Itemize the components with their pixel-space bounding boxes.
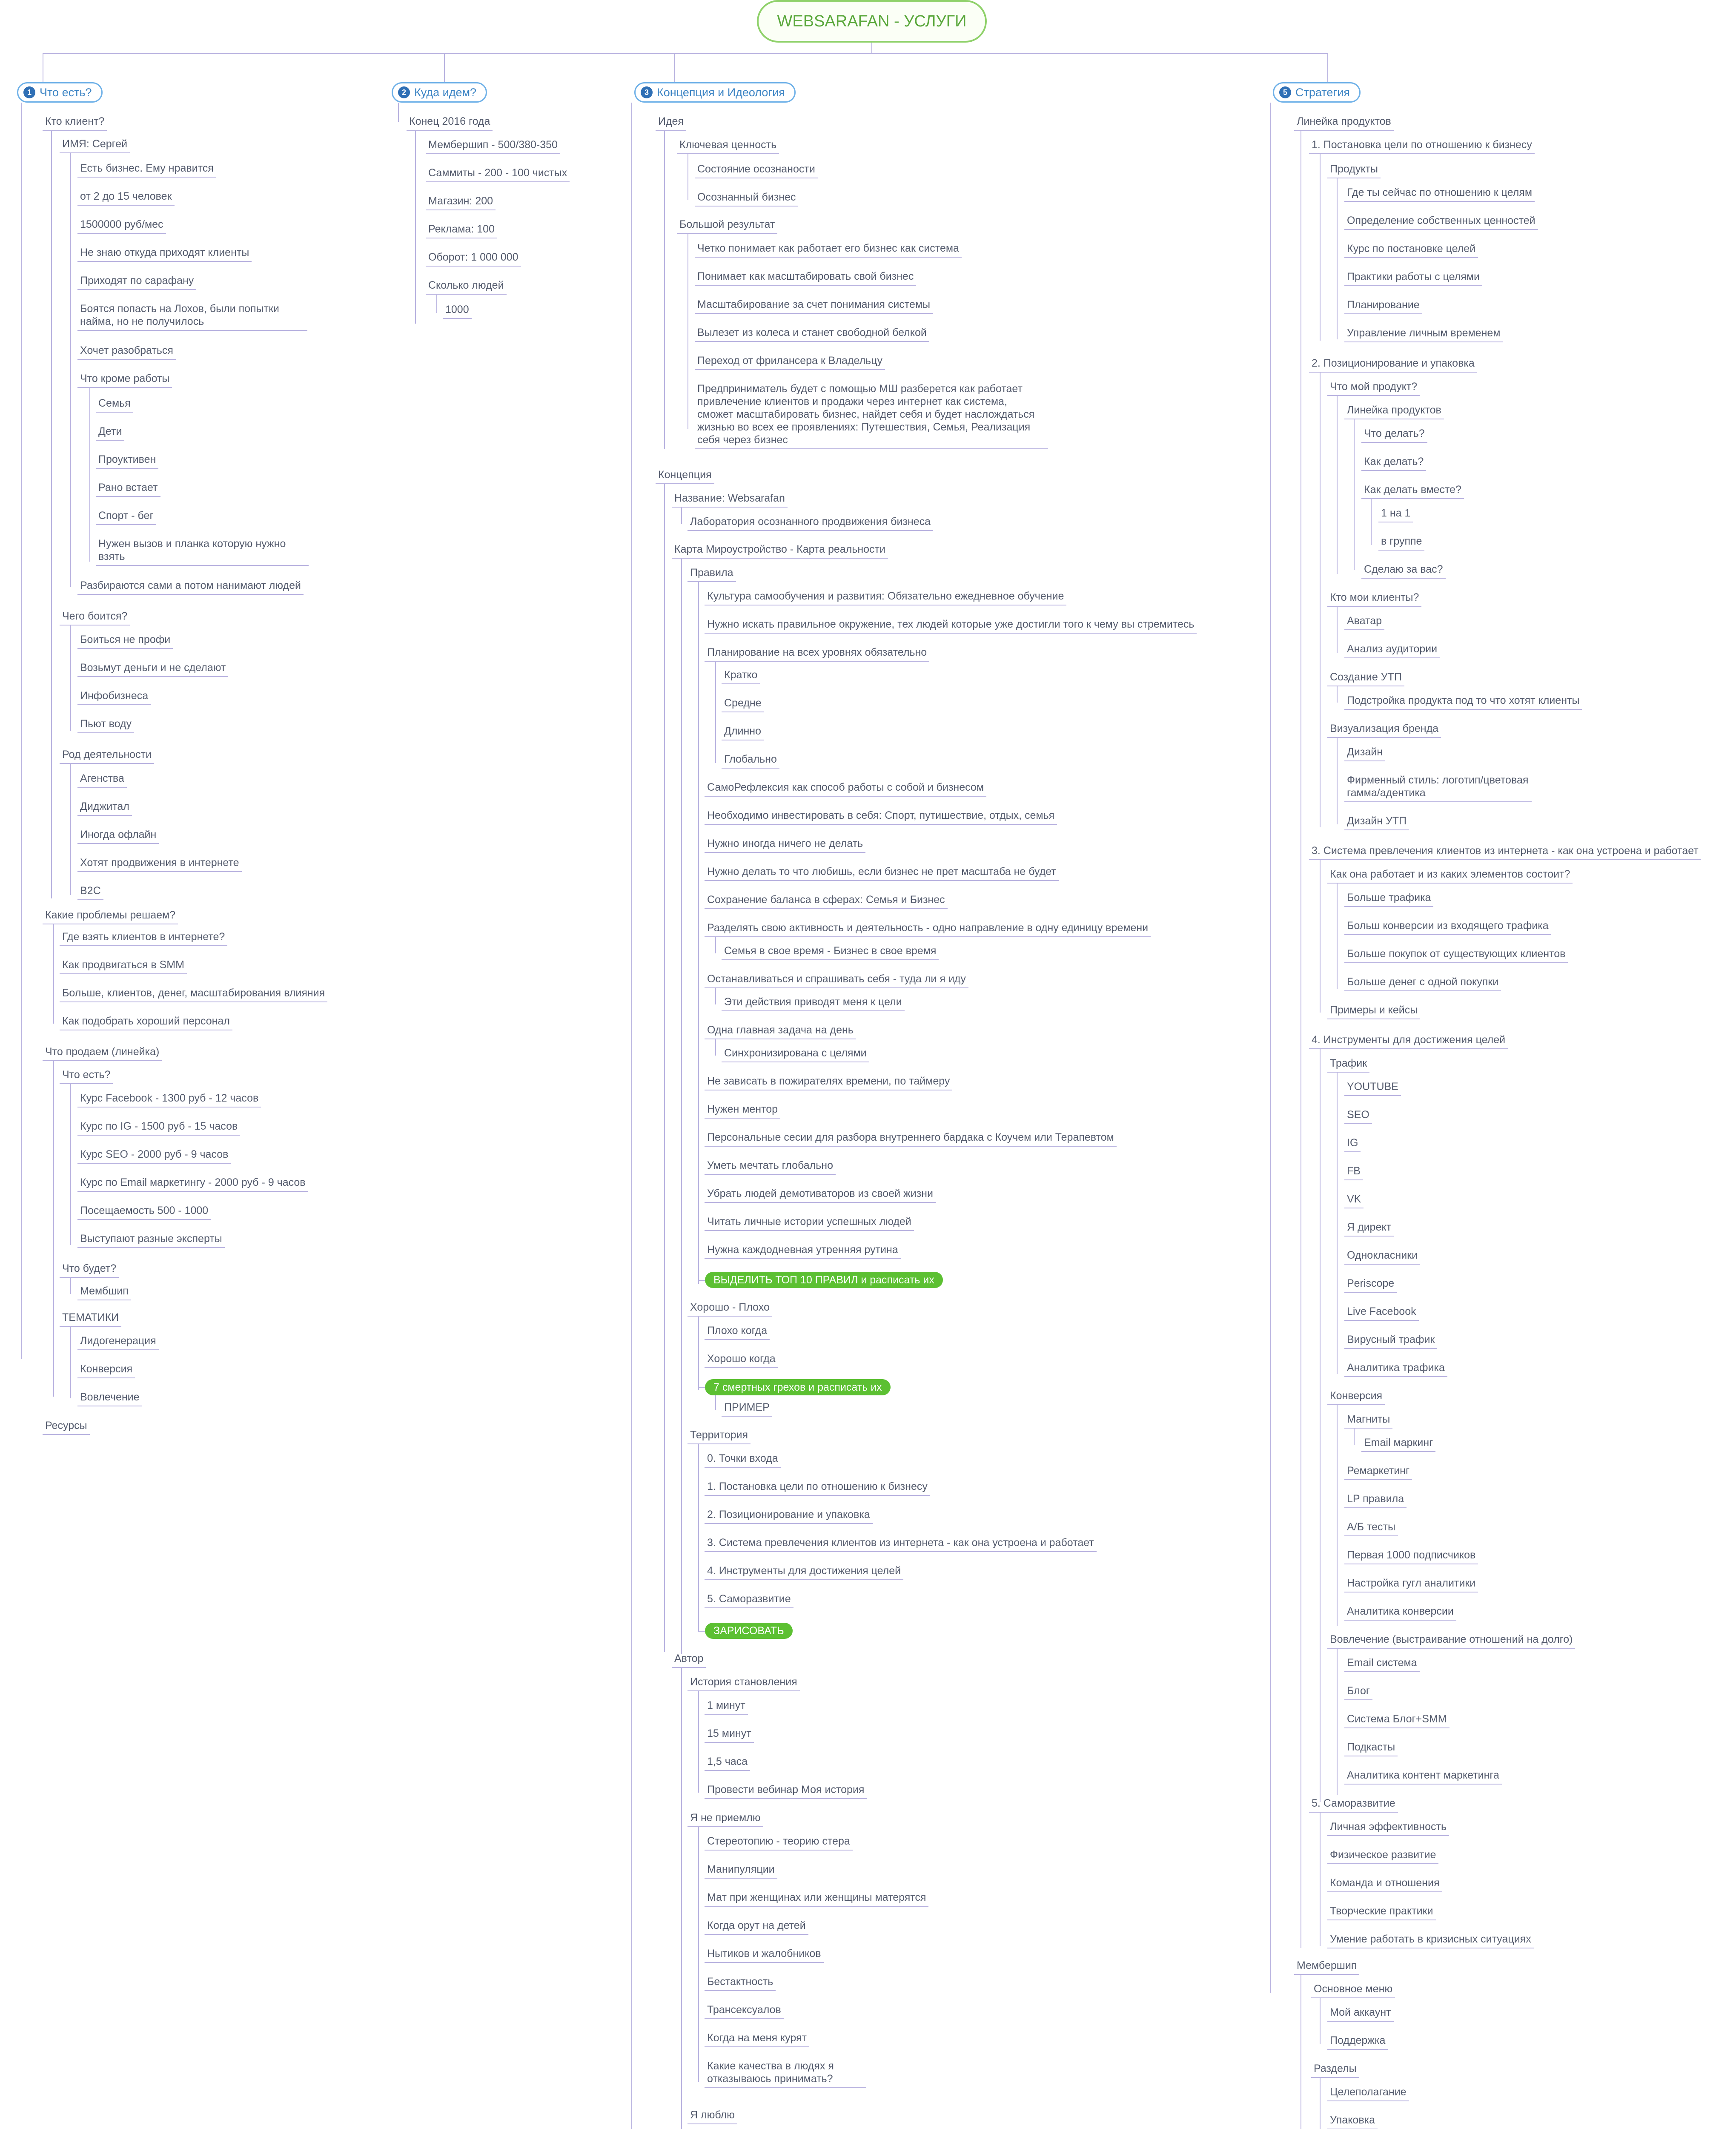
node-rule-sub[interactable]: Эти действия приводят меня к цели [722,996,905,1011]
node-dont-item[interactable]: Нытиков и жалобников [705,1947,824,1963]
c5-menu-spine [1320,1997,1321,2044]
node-territory-item[interactable]: 4. Инструменты для достижения целей [705,1564,903,1580]
topic-where-going[interactable] [392,82,487,103]
node-rule[interactable]: Не зависать в пожирателях времени, по таймеру [705,1075,952,1090]
node-together-item[interactable]: 1 на 1 [1378,507,1413,522]
node-name[interactable]: ИМЯ: Сергей [60,138,130,153]
node-result-item[interactable]: Вылезет из колеса и станет свободной белкой [695,326,929,342]
node-end-2016[interactable]: Конец 2016 года [407,115,493,131]
node-conv-item[interactable]: Аналитика конверсии [1344,1605,1456,1621]
node-utp-sub[interactable]: Подстройка продукта под то что хотят клиенты [1344,694,1582,710]
node-traffic-item[interactable]: Periscope [1344,1277,1397,1293]
node-krome-item[interactable]: Спорт - бег [96,509,156,525]
node-rule[interactable]: Нужно искать правильное окружение, тех людей которые уже достигли того к чему вы стремитесь [705,618,1197,634]
node-course-item[interactable]: Курс по IG - 1500 руб - 15 часов [77,1120,240,1136]
node-how-item[interactable]: Больше трафика [1344,891,1433,907]
node-plan-item[interactable]: Кратко [722,669,760,684]
c1-name-spine [70,152,71,587]
node-resources[interactable]: Ресурсы [43,1419,90,1435]
c5-s5-spine [1320,1812,1321,1946]
node-course-item[interactable]: Курс по Email маркетингу - 2000 руб - 9 часов [77,1176,308,1192]
node-territory-item[interactable]: 3. Система превлечения клиентов из интернета - как она устроена и работает [705,1536,1097,1552]
c3-example-spine [715,1395,716,1410]
task-badge-sketch[interactable]: ЗАРИСОВАТЬ [705,1623,793,1639]
node-dont-item[interactable]: Трансексуалов [705,2003,784,2019]
node-history-item[interactable]: Провести вебинар Моя история [705,1783,867,1799]
c1-will-spine [70,1277,71,1294]
c1-problems-spine [53,924,54,1024]
node-traffic-item[interactable]: VK [1344,1193,1364,1208]
node-conversion[interactable]: Конверсия [1327,1389,1385,1405]
node-traffic-item[interactable]: IG [1344,1136,1361,1152]
node-activity-item[interactable]: Иногда офлайн [77,828,159,844]
c5-s4-spine [1320,1048,1321,1802]
c1-sell-spine [53,1060,54,1397]
root-to-c5 [1327,53,1328,82]
node-menu-item[interactable]: Мой аккаунт [1327,2006,1394,2022]
node-fear-item[interactable]: Инфобизнеса [77,689,151,705]
node-rule[interactable]: Разделять свою активность и деятельность - одно направление в одну единицу времени [705,921,1151,937]
node-magnets[interactable]: Магниты [1344,1413,1392,1429]
node-krome-item[interactable]: Семья [96,397,133,413]
node-cases[interactable]: Примеры и кейсы [1327,1004,1420,1019]
node-strategy-step[interactable]: 2. Позиционирование и упаковка [1309,357,1477,373]
node-krome-item[interactable]: Проуктивен [96,453,158,469]
root-stem [871,43,872,53]
node-krome-item[interactable]: Рано встает [96,481,160,497]
node-goal-item[interactable]: Реклама: 100 [426,223,497,238]
node-rule[interactable]: Культура самообучения и развития: Обязательно ежедневное обучение [705,590,1066,605]
node-brand-name[interactable]: Название: Websarafan [672,492,788,508]
c3-goodbad-spine [698,1316,699,1390]
node-goal-item[interactable]: Оборот: 1 000 000 [426,251,521,267]
topic-strategy[interactable] [1273,82,1361,103]
node-viz-item[interactable]: Фирменный стиль: логотип/цветовая гамма/адентика [1344,774,1532,802]
c5-magnets-spine [1354,1428,1355,1445]
node-territory-item[interactable]: 1. Постановка цели по отношению к бизнесу [705,1480,930,1496]
node-idea[interactable]: Идея [656,115,686,131]
node-dont-item[interactable]: Манипуляции [705,1863,777,1879]
node-plan-item[interactable]: Средне [722,697,764,712]
c1-activity-spine [70,763,71,895]
node-how-item[interactable]: Больше денег с одной покупки [1344,976,1501,991]
node-territory-item[interactable]: 5. Саморазвитие [705,1592,794,1608]
node-course-item[interactable]: Курс SEO - 2000 руб - 9 часов [77,1148,231,1164]
node-key-item[interactable]: Состояние осознаности [695,163,818,178]
node-rule[interactable]: Планирование на всех уровнях обязательно [705,646,929,662]
c5-how-spine [1337,883,1338,989]
c3-task-spine [715,1039,716,1056]
node-sections[interactable]: Разделы [1311,2062,1359,2078]
node-together-item[interactable]: в группе [1378,535,1424,551]
root-to-c2 [444,53,445,82]
node-result-item[interactable]: Четко понимает как работает его бизнес как система [695,242,962,258]
node-topic-item[interactable]: Лидогенерация [77,1334,159,1350]
c1-client-spine [51,130,52,898]
node-rule[interactable]: Уметь мечтать глобально [705,1159,836,1175]
node-selfdev-item[interactable]: Творческие практики [1327,1905,1436,1920]
c3-concept-spine [664,483,665,1652]
node-name-item[interactable]: 1500000 руб/мес [77,218,166,234]
node-rule-sub[interactable]: Синхронизирована с целями [722,1047,869,1062]
node-viz-item[interactable]: Дизайн УТП [1344,815,1409,830]
node-name-item[interactable]: от 2 до 15 человек [77,190,175,206]
node-rules[interactable]: Правила [688,566,736,582]
node-line2-item[interactable]: Как делать? [1361,455,1426,471]
node-activity-item[interactable]: B2C [77,884,103,900]
node-problem-item[interactable]: Как продвигаться в SMM [60,958,187,974]
node-conv-item[interactable]: Первая 1000 подписчиков [1344,1549,1478,1564]
node-engage-item[interactable]: Блог [1344,1684,1372,1700]
node-krome-item[interactable]: Нужен вызов и планка которую нужно взять [96,537,309,566]
c5-traffic-spine [1337,1072,1338,1374]
root-to-c3 [674,53,675,82]
node-result-item[interactable]: Переход от фрилансера к Владельцу [695,354,885,370]
c1-fears-spine [70,625,71,731]
node-conv-item[interactable]: Ремаркетинг [1344,1464,1412,1480]
node-result-item[interactable]: Масштабирование за счет понимания системы [695,298,933,314]
c5-viz-spine [1337,737,1338,824]
node-history-item[interactable]: 1,5 часа [705,1755,750,1771]
node-how-works[interactable]: Как она работает и из каких элементов состоит? [1327,868,1573,884]
node-my-clients[interactable]: Кто мои клиенты? [1327,591,1421,607]
node-problem-item[interactable]: Где взять клиентов в интернете? [60,930,227,946]
node-product-item[interactable]: Определение собственных ценностей [1344,214,1538,230]
node-rule[interactable]: Сохранение баланса в сферах: Семья и Бизнес [705,893,948,909]
c5-s1-spine [1320,153,1321,341]
node-goal-item[interactable]: Саммиты - 200 - 100 чистых [426,166,570,182]
c3-green3-link [698,1631,705,1632]
node-traffic-item[interactable]: Одноклаcники [1344,1249,1420,1265]
node-topic-item[interactable]: Конверсия [77,1363,135,1378]
c2-goals-spine [415,130,416,324]
node-history-item[interactable]: 1 минут [705,1699,748,1715]
root-node[interactable]: WEBSARAFAN - УСЛУГИ [757,0,987,43]
c3-green2-link [698,1387,705,1388]
topic-what-is[interactable] [17,82,103,103]
node-rule[interactable]: Останавливаться и спрашивать себя - туда ли я иду [705,973,968,988]
node-activity-item[interactable]: Агенства [77,772,127,788]
c5-utp-spine [1337,686,1338,703]
node-who-client[interactable]: Кто клиент? [43,115,107,131]
node-line2-item[interactable]: Что делать? [1361,427,1427,443]
node-plan-item[interactable]: Длинно [722,725,764,740]
c3-territory-spine [698,1443,699,1631]
node-topics[interactable]: ТЕМАТИКИ [60,1311,121,1327]
c3-stop-spine [715,987,716,1004]
node-we-sell[interactable]: Что продаем (линейка) [43,1045,162,1061]
node-example[interactable]: ПРИМЕР [722,1401,772,1417]
node-activity-item[interactable]: Хотят продвижения в интернете [77,856,242,872]
c3-separate-spine [715,936,716,953]
node-my-product[interactable]: Что мой продукт? [1327,380,1420,396]
node-engage-item[interactable]: Аналитика контент маркетинга [1344,1769,1502,1785]
node-i-love[interactable]: Я люблю [688,2109,737,2124]
node-rule[interactable]: Нужна каждодневная утренняя рутина [705,1243,901,1259]
node-viz-item[interactable]: Дизайн [1344,746,1385,761]
node-course-item[interactable]: Курс Facebook - 1300 руб - 12 часов [77,1092,261,1108]
node-what-will[interactable]: Что будет? [60,1262,119,1278]
node-how-item[interactable]: Больш конверсии из входящего трафика [1344,919,1551,935]
c1-spine [21,103,22,1359]
c5-myproduct-spine [1337,395,1338,574]
node-activity[interactable]: Род деятельности [60,748,154,764]
node-author[interactable]: Автор [672,1652,706,1668]
c5-together-spine [1371,498,1372,545]
node-dont-item[interactable]: Стереотопию - теорию стера [705,1835,853,1851]
c5-clients-spine [1337,606,1338,653]
node-krome-item[interactable]: Дети [96,425,124,441]
root-connector [43,53,1328,54]
c5-conv-spine [1337,1404,1338,1626]
c5-spine [1270,103,1271,1993]
node-brand-viz[interactable]: Визуализация бренда [1327,722,1441,738]
node-name-item[interactable]: Не знаю откуда приходят клиенты [77,246,252,262]
node-selfdev-item[interactable]: Команда и отношения [1327,1877,1442,1892]
node-conv-item[interactable]: А/Б тесты [1344,1521,1398,1536]
node-name-item[interactable]: Что кроме работы [77,372,172,388]
c1-topics-spine [70,1326,71,1398]
c3-map-spine [681,558,682,1654]
topic-label: Стратегия [1295,86,1350,99]
c1-exists-spine [70,1083,71,1245]
node-name-item[interactable]: Есть бизнес. Ему нравится [77,162,216,178]
node-traffic-item[interactable]: SEO [1344,1108,1372,1124]
topic-number-badge: 3 [641,86,653,98]
node-territory[interactable]: Территория [688,1429,751,1444]
node-line2-item[interactable]: Сделаю за вас? [1361,563,1446,579]
node-problem-item[interactable]: Больше, клиентов, денег, масштабирования влияния [60,987,327,1002]
c3-idea-spine [664,130,665,449]
c5-engage-spine [1337,1648,1338,1795]
node-product-line-2[interactable]: Линейка продуктов [1344,404,1444,419]
node-fear-item[interactable]: Возьмут деньги и не сделают [77,661,228,677]
node-key-item[interactable]: Осознанный бизнес [695,191,798,207]
c5-s3-spine [1320,859,1321,1013]
node-big-result[interactable]: Большой результат [677,218,777,234]
node-selfdev-item[interactable]: Физическое развитие [1327,1848,1438,1864]
node-name-item[interactable]: Боятся попасть на Лохов, были попытки найма, но не получилось [77,302,307,331]
topic-label: Что есть? [40,86,92,99]
node-concept[interactable]: Концепция [656,468,714,484]
c3-plan-spine [715,661,716,763]
c3-rules-spine [698,581,699,1284]
node-laboratory[interactable]: Лаборатория осознанного продвижения бизнеса [688,515,933,531]
node-traffic-item[interactable]: Вирусный трафик [1344,1333,1437,1349]
c5-s2-spine [1320,372,1321,827]
node-rule[interactable]: Необходимо инвестировать в себя: Спорт, путишествие, отдых, семья [705,809,1057,825]
node-result-item[interactable]: Предприниматель будет с помощью МШ разберется как работает привлечение клиентов и продажи через интернет как система, сможет масштабировать бизнес, найдет себя и будет наслождаться жизнью во всех ее проявлениях: Путешествия, Семья, Реализация себя через бизнес [695,382,1048,449]
node-good-bad-item[interactable]: Хорошо когда [705,1352,778,1368]
node-product-item[interactable]: Практики работы с целями [1344,270,1482,286]
node-rule[interactable]: Нужен ментор [705,1103,780,1119]
node-dont-item[interactable]: Когда орут на детей [705,1919,808,1935]
node-traffic-item[interactable]: Аналитика трафика [1344,1361,1447,1377]
topic-number-badge: 1 [23,86,35,98]
node-traffic-item[interactable]: Я директ [1344,1221,1394,1237]
node-problems[interactable]: Какие проблемы решаем? [43,909,178,924]
node-conv-item[interactable]: Настройка гугл аналитики [1344,1577,1478,1592]
node-dont-item[interactable]: Когда на меня курят [705,2031,809,2047]
topic-label: Куда идем? [414,86,477,99]
node-product-item[interactable]: Курс по постановке целей [1344,242,1478,258]
c3-author-spine [681,1667,682,2129]
node-section-item[interactable]: Целеполагание [1327,2086,1409,2101]
node-rule[interactable]: Убрать людей демотиваторов из своей жизни [705,1187,936,1203]
node-good-bad[interactable]: Хорошо - Плохо [688,1301,772,1317]
node-dont-item[interactable]: Бестактность [705,1975,776,1991]
c3-history-spine [698,1690,699,1793]
node-rule[interactable]: Одна главная задача на день [705,1024,856,1039]
node-selfdev-item[interactable]: Личная эффективность [1327,1820,1449,1836]
node-engage-item[interactable]: Система Блог+SMM [1344,1713,1450,1728]
node-goal-item[interactable]: Сколько людей [426,279,507,295]
node-engagement[interactable]: Вовлечение (выстраивание отношений на долго) [1327,1633,1575,1649]
node-good-bad-item[interactable]: Плохо когда [705,1324,770,1340]
c3-spine [631,103,632,2129]
c5-line2-spine [1354,419,1355,570]
node-selfdev-item[interactable]: Умение работать в кризисных ситуациях [1327,1933,1534,1948]
node-history-item[interactable]: 15 минут [705,1727,754,1743]
c3-dont-spine [698,1826,699,2082]
node-people-count[interactable]: 1000 [443,303,472,319]
node-product-item[interactable]: Управление личным временем [1344,327,1503,342]
node-territory-item[interactable]: 0. Точки входа [705,1452,781,1468]
node-fear-item[interactable]: Боиться не профи [77,633,173,649]
node-name-item[interactable]: Приходят по сарафану [77,274,196,290]
node-dont-item[interactable]: Мат при женщинах или женщины матерятся [705,1891,928,1907]
topic-number-badge: 5 [1279,86,1291,98]
topic-concept[interactable] [634,82,796,103]
c5-products-spine [1337,178,1338,339]
task-badge-seven-sins[interactable]: 7 смертных грехов и расписать их [705,1379,891,1395]
node-fear-item[interactable]: Пьют воду [77,717,134,733]
node-how-item[interactable]: Больше покупок от существующих клиентов [1344,947,1568,963]
node-line2-item[interactable]: Как делать вместе? [1361,483,1464,499]
node-main-menu[interactable]: Основное меню [1311,1983,1395,1998]
node-engage-item[interactable]: Подкасты [1344,1741,1398,1756]
node-traffic[interactable]: Трафик [1327,1057,1369,1073]
node-world-map[interactable]: Карта Мироустройство - Карта реальности [672,543,888,559]
node-name-item[interactable]: Разбираются сами а потом нанимают людей [77,579,304,595]
node-strategy-step[interactable]: 4. Инструменты для достижения целей [1309,1033,1508,1049]
node-name-item[interactable]: Хочет разобраться [77,344,176,360]
node-traffic-item[interactable]: YOUTUBE [1344,1080,1401,1096]
node-territory-item[interactable]: 2. Позиционирование и упаковка [705,1508,873,1524]
node-history[interactable]: История становления [688,1676,800,1691]
node-client-item[interactable]: Анализ аудитории [1344,643,1440,658]
node-membership[interactable]: Мембершип [1294,1959,1359,1975]
node-goal-item[interactable]: Мембершип - 500/380-350 [426,138,560,154]
node-will-item[interactable]: Мембшип [77,1285,131,1300]
c3-name-spine [681,507,682,524]
node-products[interactable]: Продукты [1327,163,1381,178]
node-strategy-step[interactable]: 1. Постановка цели по отношению к бизнесу [1309,138,1535,154]
node-strategy-step[interactable]: 5. Саморазвитие [1309,1797,1398,1813]
c3-green1-link [698,1280,705,1281]
node-menu-item[interactable]: Поддержка [1327,2034,1388,2050]
node-what-exists[interactable]: Что есть? [60,1068,113,1084]
node-product-line[interactable]: Линейка продуктов [1294,115,1394,131]
node-activity-item[interactable]: Диджитал [77,800,132,816]
node-rule-sub[interactable]: Семья в свое время - Бизнес в свое время [722,944,939,960]
node-product-item[interactable]: Планирование [1344,298,1422,314]
node-conv-item[interactable]: LP правила [1344,1492,1407,1508]
node-traffic-item[interactable]: Live Facebook [1344,1305,1419,1321]
node-fears[interactable]: Чего боится? [60,610,130,626]
node-rule[interactable]: Нужно делать то что любишь, если бизнес не прет масштаба не будет [705,865,1059,881]
task-badge-top10[interactable]: ВЫДЕЛИТЬ ТОП 10 ПРАВИЛ и расписать их [705,1272,943,1288]
node-section-item[interactable]: Упаковка [1327,2114,1378,2129]
node-rule[interactable]: СамоРефлексия как способ работы с собой и бизнесом [705,781,986,797]
c2-spine [398,103,399,122]
node-result-item[interactable]: Понимает как масштабировать свой бизнес [695,270,916,286]
node-rule[interactable]: Персональные сесии для разбора внутреннего бардака с Коучем или Терапевтом [705,1131,1117,1147]
node-problem-item[interactable]: Как подобрать хороший персонал [60,1015,232,1030]
node-engage-item[interactable]: Email система [1344,1656,1420,1672]
node-dont-item[interactable]: Какие качества в людях я отказываюсь принимать? [705,2060,866,2088]
node-utp[interactable]: Создание УТП [1327,671,1404,686]
node-product-item[interactable]: Где ты сейчас по отношению к целям [1344,186,1535,202]
node-course-item[interactable]: Выступают разные эксперты [77,1232,225,1248]
topic-number-badge: 2 [398,86,410,98]
node-topic-item[interactable]: Вовлечение [77,1391,142,1406]
c1-krome-spine [89,387,90,562]
node-traffic-item[interactable]: FB [1344,1165,1363,1180]
node-goal-item[interactable]: Магазин: 200 [426,195,496,210]
node-rule[interactable]: Читать личные истории успешных людей [705,1215,914,1231]
node-plan-item[interactable]: Глобально [722,753,779,769]
topic-label: Концепция и Идеология [657,86,785,99]
node-course-item[interactable]: Посещаемость 500 - 1000 [77,1204,211,1220]
c2-people-spine [436,294,437,313]
node-client-item[interactable]: Аватар [1344,614,1384,630]
node-email-marketing[interactable]: Email маркинг [1361,1436,1435,1452]
node-strategy-step[interactable]: 3. Система превлечения клиентов из интернета - как она устроена и работает [1309,844,1701,860]
c5-sections-spine [1320,2077,1321,2129]
node-dont-accept[interactable]: Я не приемлю [688,1811,763,1827]
node-key-value[interactable]: Ключевая ценность [677,138,779,154]
node-rule[interactable]: Нужно иногда ничего не делать [705,837,865,853]
